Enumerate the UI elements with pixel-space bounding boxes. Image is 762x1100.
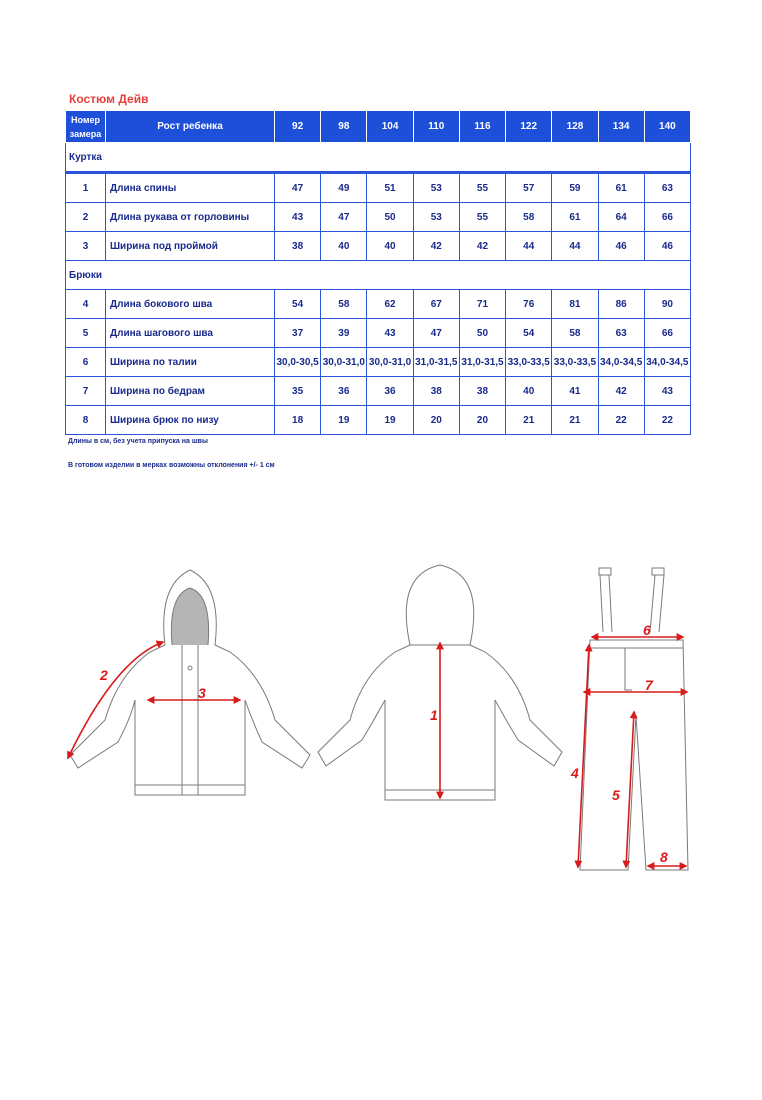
measure-value: 38 <box>413 377 459 406</box>
measure-number: 6 <box>66 348 106 377</box>
measure-value: 51 <box>367 173 413 203</box>
measure-value: 36 <box>367 377 413 406</box>
measure-value: 19 <box>321 406 367 435</box>
measure-value: 90 <box>644 290 690 319</box>
header-size: 128 <box>552 111 598 143</box>
measure-value: 43 <box>367 319 413 348</box>
measure-value: 66 <box>644 319 690 348</box>
measure-value: 44 <box>552 232 598 261</box>
measure-name: Длина спины <box>106 173 275 203</box>
measure-label-7: 7 <box>645 677 653 693</box>
section-title: Брюки <box>66 261 691 290</box>
measure-value: 58 <box>321 290 367 319</box>
header-size: 98 <box>321 111 367 143</box>
measure-value: 46 <box>598 232 644 261</box>
measure-value: 46 <box>644 232 690 261</box>
measure-value: 40 <box>506 377 552 406</box>
measure-value: 81 <box>552 290 598 319</box>
measure-number: 3 <box>66 232 106 261</box>
measure-label-1: 1 <box>430 707 438 723</box>
note-units: Длины в см, без учета припуска на швы <box>68 438 208 445</box>
measure-value: 40 <box>367 232 413 261</box>
measure-value: 37 <box>275 319 321 348</box>
measure-value: 31,0-31,5 <box>459 348 505 377</box>
measure-number: 5 <box>66 319 106 348</box>
measure-value: 38 <box>275 232 321 261</box>
measure-value: 30,0-31,0 <box>367 348 413 377</box>
measure-name: Длина шагового шва <box>106 319 275 348</box>
measure-value: 39 <box>321 319 367 348</box>
measure-value: 47 <box>275 173 321 203</box>
measure-value: 22 <box>644 406 690 435</box>
measure-value: 54 <box>275 290 321 319</box>
measure-value: 43 <box>644 377 690 406</box>
header-size: 122 <box>506 111 552 143</box>
measure-value: 67 <box>413 290 459 319</box>
measure-value: 50 <box>367 203 413 232</box>
note-tolerance: В готовом изделии в мерках возможны отклонения +/- 1 см <box>68 462 275 469</box>
header-num-line1: Номер <box>70 114 101 125</box>
measure-value: 53 <box>413 203 459 232</box>
measure-name: Ширина под проймой <box>106 232 275 261</box>
measure-value: 20 <box>413 406 459 435</box>
measure-value: 21 <box>506 406 552 435</box>
measure-value: 55 <box>459 173 505 203</box>
measure-value: 58 <box>552 319 598 348</box>
measure-name: Ширина по талии <box>106 348 275 377</box>
header-size: 104 <box>367 111 413 143</box>
measure-value: 66 <box>644 203 690 232</box>
measure-value: 47 <box>321 203 367 232</box>
measure-value: 33,0-33,5 <box>506 348 552 377</box>
measure-value: 61 <box>552 203 598 232</box>
measure-value: 34,0-34,5 <box>644 348 690 377</box>
measure-value: 44 <box>506 232 552 261</box>
measure-name: Длина рукава от горловины <box>106 203 275 232</box>
header-size: 92 <box>275 111 321 143</box>
measure-value: 42 <box>413 232 459 261</box>
measurement-labels <box>99 622 668 865</box>
product-title: Костюм Дейв <box>69 92 149 106</box>
measure-value: 33,0-33,5 <box>552 348 598 377</box>
measure-value: 22 <box>598 406 644 435</box>
measure-name: Длина бокового шва <box>106 290 275 319</box>
measure-value: 30,0-30,5 <box>275 348 321 377</box>
measure-value: 86 <box>598 290 644 319</box>
measure-label-6: 6 <box>643 622 651 638</box>
header-num-line2: замера <box>69 128 102 139</box>
measure-value: 64 <box>598 203 644 232</box>
measure-value: 34,0-34,5 <box>598 348 644 377</box>
measure-value: 54 <box>506 319 552 348</box>
measure-value: 38 <box>459 377 505 406</box>
measure-line-5 <box>626 712 634 867</box>
measure-value: 59 <box>552 173 598 203</box>
measure-value: 49 <box>321 173 367 203</box>
measure-value: 76 <box>506 290 552 319</box>
measure-value: 19 <box>367 406 413 435</box>
measure-value: 36 <box>321 377 367 406</box>
measure-value: 71 <box>459 290 505 319</box>
measure-value: 21 <box>552 406 598 435</box>
measure-value: 55 <box>459 203 505 232</box>
measure-number: 7 <box>66 377 106 406</box>
measure-value: 62 <box>367 290 413 319</box>
measure-line-4 <box>578 645 589 867</box>
measure-value: 20 <box>459 406 505 435</box>
measure-value: 63 <box>598 319 644 348</box>
header-size: 140 <box>644 111 690 143</box>
measure-value: 35 <box>275 377 321 406</box>
measure-value: 31,0-31,5 <box>413 348 459 377</box>
section-title: Куртка <box>66 143 691 173</box>
measure-number: 1 <box>66 173 106 203</box>
measure-label-3: 3 <box>198 685 206 701</box>
measure-value: 30,0-31,0 <box>321 348 367 377</box>
measure-value: 58 <box>506 203 552 232</box>
measure-label-5: 5 <box>612 787 620 803</box>
measure-value: 41 <box>552 377 598 406</box>
measure-name: Ширина по бедрам <box>106 377 275 406</box>
measure-value: 18 <box>275 406 321 435</box>
header-size: 110 <box>413 111 459 143</box>
measure-value: 43 <box>275 203 321 232</box>
measure-value: 61 <box>598 173 644 203</box>
measure-value: 40 <box>321 232 367 261</box>
measure-label-8: 8 <box>660 849 668 865</box>
header-size: 116 <box>459 111 505 143</box>
header-height-label: Рост ребенка <box>106 111 275 143</box>
measure-value: 42 <box>598 377 644 406</box>
measure-label-2: 2 <box>100 667 108 683</box>
measure-name: Ширина брюк по низу <box>106 406 275 435</box>
measure-number: 8 <box>66 406 106 435</box>
measure-value: 57 <box>506 173 552 203</box>
measure-value: 50 <box>459 319 505 348</box>
measure-value: 63 <box>644 173 690 203</box>
measurement-lines <box>68 637 687 867</box>
measure-value: 53 <box>413 173 459 203</box>
measure-value: 47 <box>413 319 459 348</box>
measure-label-4: 4 <box>571 765 579 781</box>
header-size: 134 <box>598 111 644 143</box>
measure-number: 4 <box>66 290 106 319</box>
measure-number: 2 <box>66 203 106 232</box>
measure-value: 42 <box>459 232 505 261</box>
